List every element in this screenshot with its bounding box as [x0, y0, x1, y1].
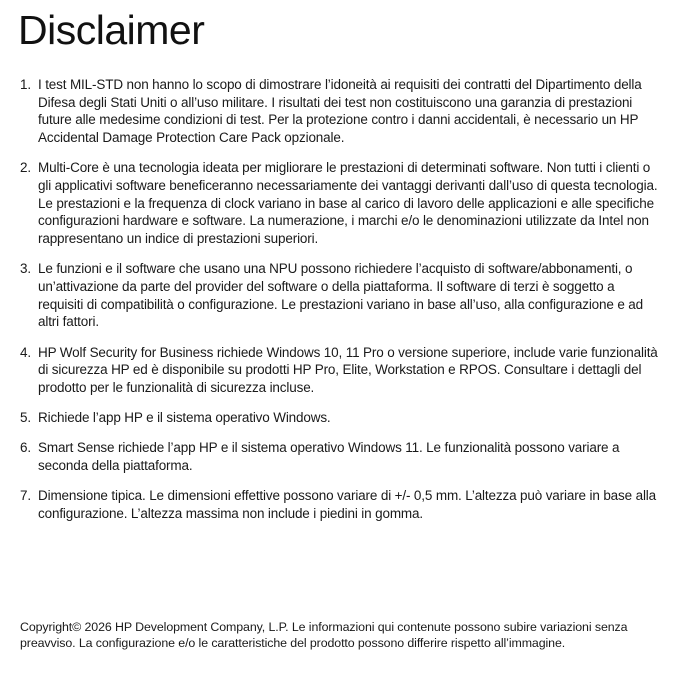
list-item — [20, 487, 660, 522]
list-item-text: Multi-Core è una tecnologia ideata per migliorare le prestazioni di determinati software. Non tutti i clienti o gli applicativi software beneficeranno necessariamente dei vantaggi derivanti dall’uso di questa tecnologia. Le prestazioni e la frequenza di clock variano in base al carico di lavoro delle applicazioni e alle specifiche configurazioni hardware e software. La numerazione, i marchi e/o le denominazioni utilizzate da Intel non rappresentano un indice di prestazioni superiori. — [38, 160, 658, 247]
list-item-number: 6. — [20, 440, 31, 456]
list-item-text: HP Wolf Security for Business richiede Windows 10, 11 Pro o versione superiore, include varie funzionalità di sicurezza HP ed è disponibile su prodotti HP Pro, Elite, Workstation e RPOS. Consultare i dettagli del prodotto per le funzionalità di sicurezza incluse. — [38, 344, 658, 396]
list-item — [20, 409, 660, 427]
list-item — [20, 439, 660, 474]
list-item-number: 3. — [20, 261, 31, 277]
list-item-text: Smart Sense richiede l’app HP e il sistema operativo Windows 11. Le funzionalità possono variare a seconda della piattaforma. — [38, 440, 620, 474]
list-item-number: 4. — [20, 344, 31, 360]
list-item-text: Dimensione tipica. Le dimensioni effettive possono variare di +/- 0,5 mm. L’altezza può variare in base alla configurazione. L’altezza massima non include i piedini in gomma. — [38, 488, 657, 522]
disclaimer-list — [20, 76, 660, 535]
list-item-number: 7. — [20, 488, 31, 504]
list-item — [20, 344, 660, 397]
list-item-text: Le funzioni e il software che usano una NPU possono richiedere l’acquisto di software/abbonamenti, o un’attivazione da parte del provider del software o della piattaforma. Il software di terzi è soggetto a requisiti di compatibilità o configurazione. Le prestazioni variano in base all’uso, alla configurazione e ad altri fattori. — [38, 261, 644, 330]
list-item — [20, 260, 660, 331]
list-item — [20, 76, 660, 147]
list-item-text: Richiede l’app HP e il sistema operativo Windows. — [38, 410, 331, 426]
copyright-notice: Copyright© 2026 HP Development Company, L.P. Le informazioni qui contenute possono subire variazioni senza preavviso. La configurazione e/o le caratteristiche del prodotto possono differire rispetto all’immagine. — [20, 620, 628, 650]
list-item — [20, 159, 660, 248]
page-title: Disclaimer — [18, 7, 205, 53]
list-item-number: 2. — [20, 160, 31, 176]
list-item-text: I test MIL-STD non hanno lo scopo di dimostrare l’idoneità ai requisiti dei contratti del Dipartimento della Difesa degli Stati Uniti o all’uso militare. I risultati dei test non costituiscono una garanzia di prestazioni future alle medesime condizioni di test. Per la protezione contro i danni accidentali, è necessario un HP Accidental Damage Protection Care Pack opzionale. — [38, 77, 642, 146]
list-item-number: 5. — [20, 410, 31, 426]
list-item-number: 1. — [20, 77, 31, 92]
